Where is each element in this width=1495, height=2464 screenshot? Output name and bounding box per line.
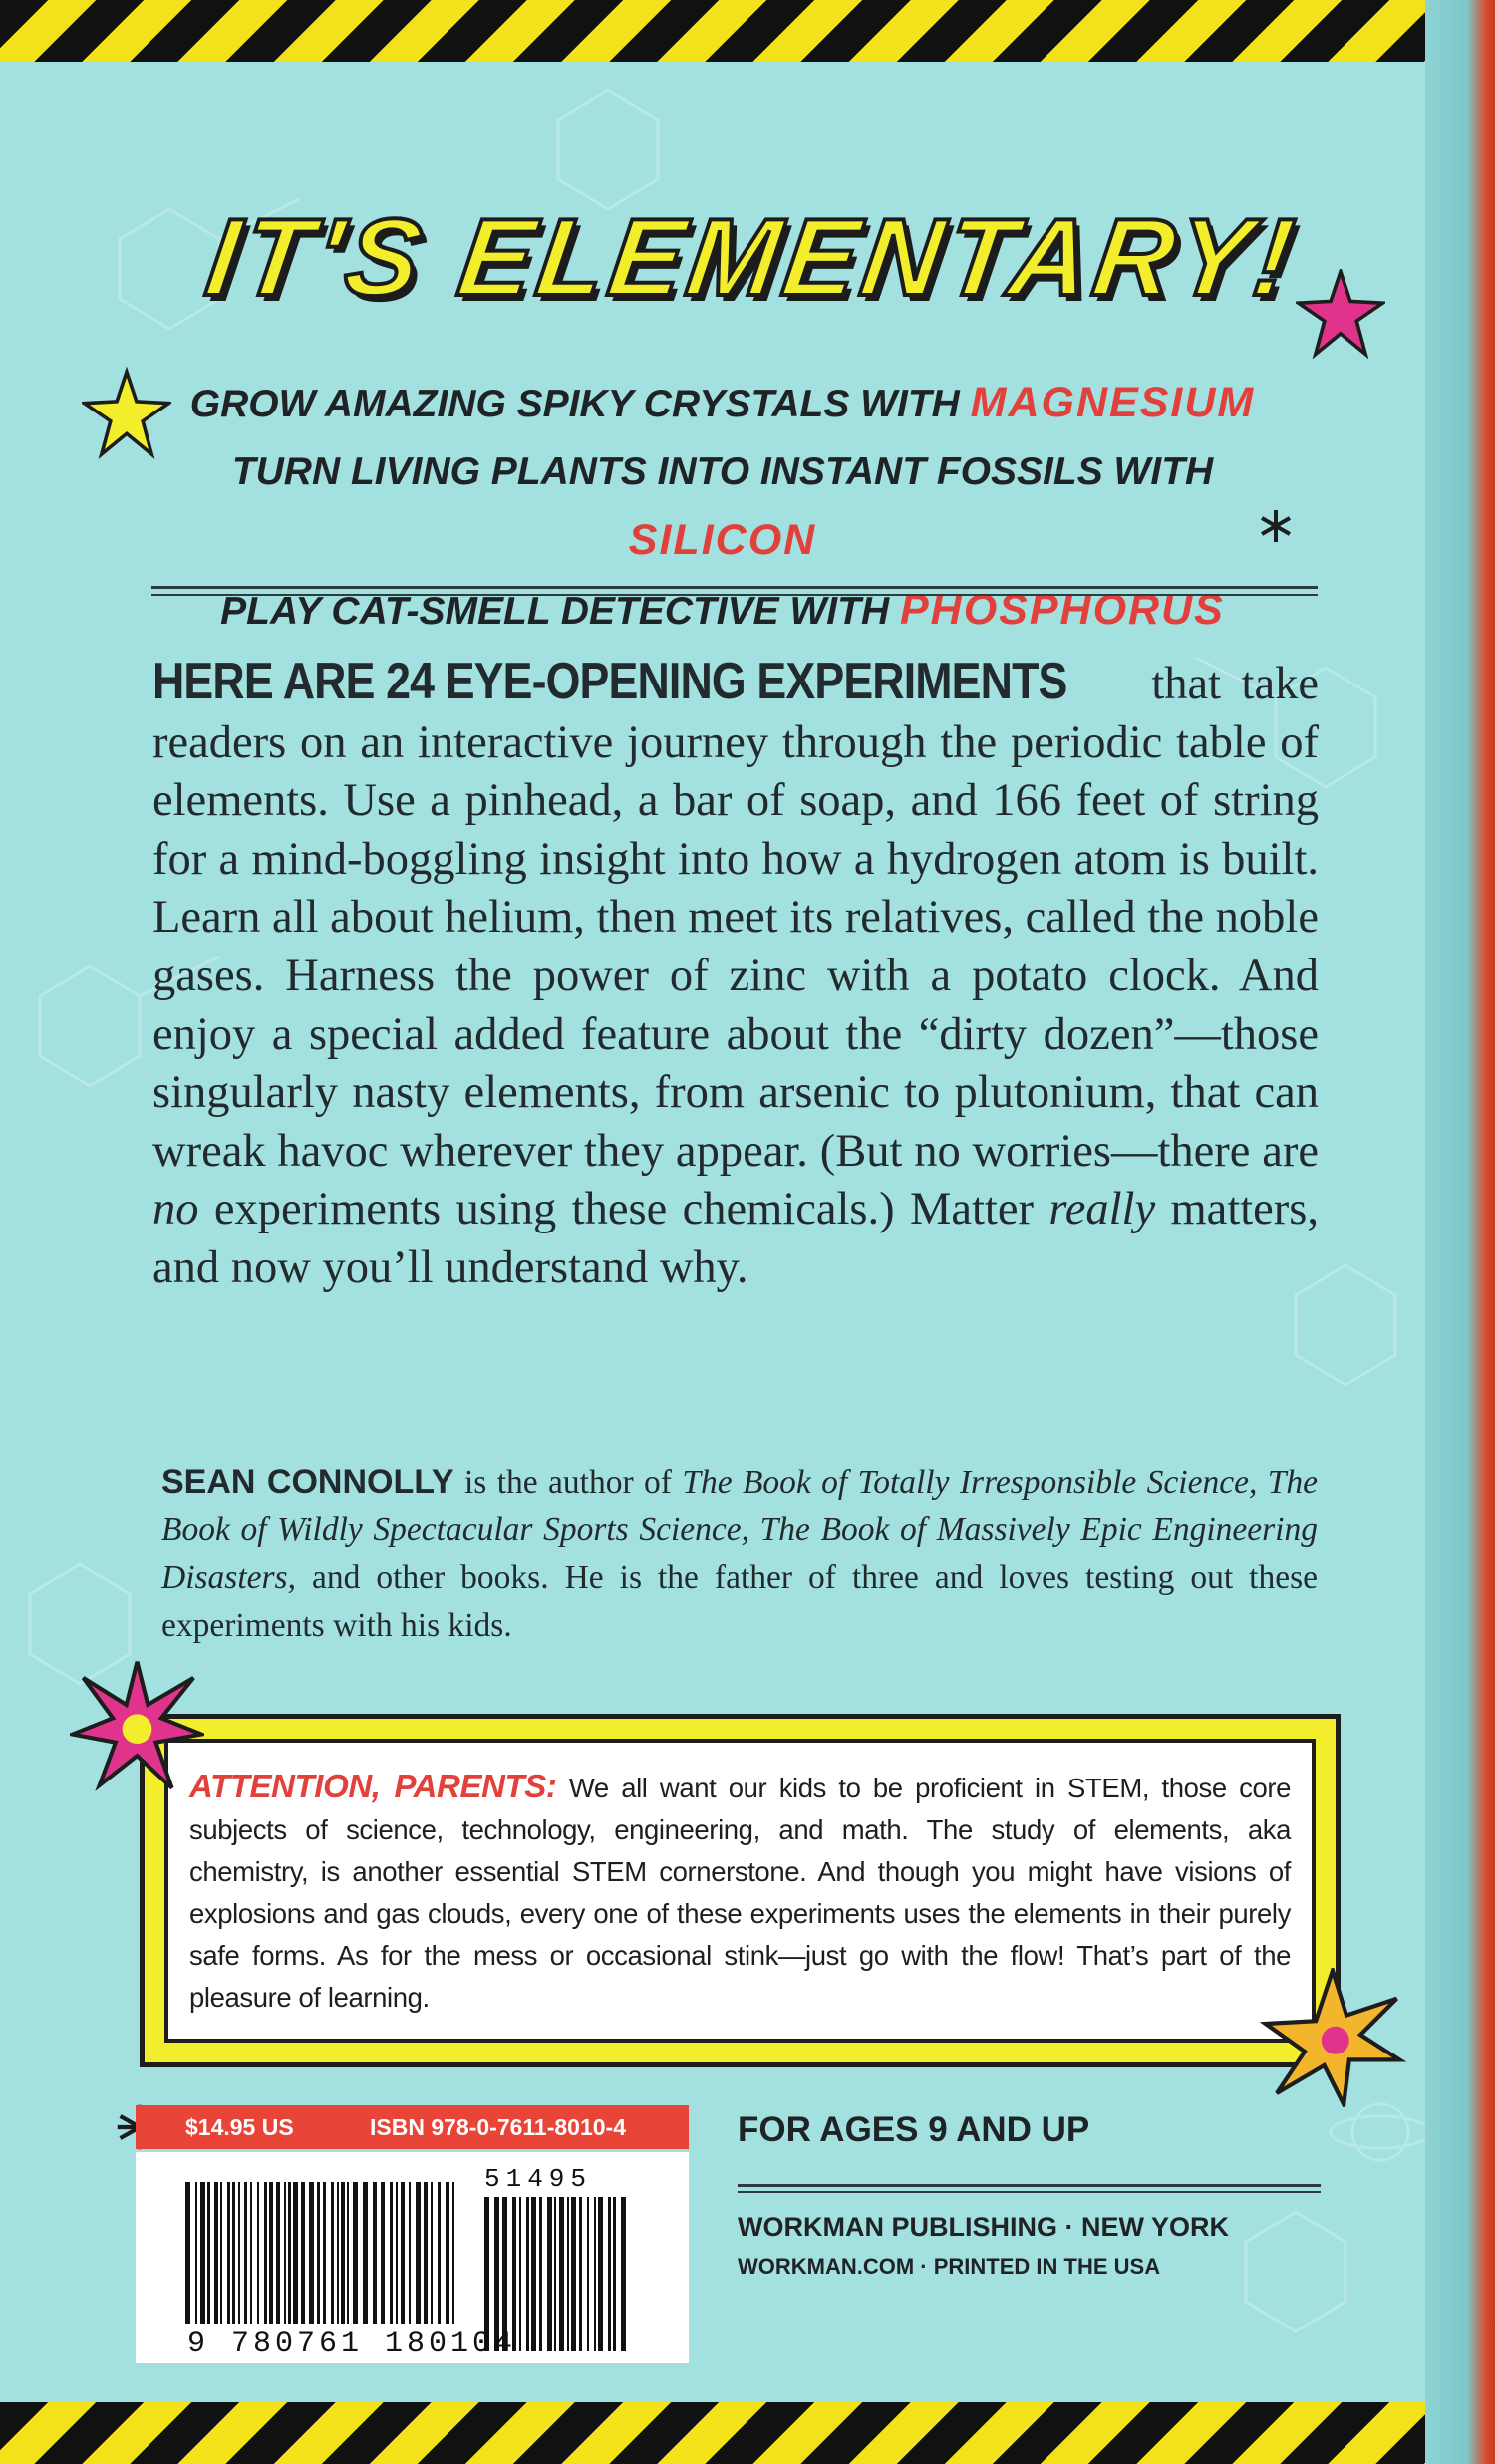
hazard-stripe-top — [0, 0, 1425, 62]
tagline: GROW AMAZING SPIKY CRYSTALS WITH MAGNESIUM — [189, 379, 1256, 426]
attention-text: ATTENTION, PARENTS: We all want our kids to be proficient in STEM, those core subjects of science, technology, engineering, and math. The study of elements, aka chemistry, is another essential STEM cornerstone. And though you might have visions of explosions and gas clouds, every one of these experiments uses the elements in their purely safe forms. As for the mess or occasional stink—just go with the flow! That’s part of the pleasure of learning. — [189, 1768, 1292, 2013]
description-lead: HERE ARE 24 EYE-OPENING EXPERIMENTS — [152, 653, 1067, 710]
divider-rule — [151, 586, 1318, 596]
pink-burst-icon — [70, 1659, 204, 1793]
price-isbn-bar — [136, 2105, 689, 2149]
taglines — [150, 369, 1296, 646]
age-range: FOR AGES 9 AND UP — [738, 2110, 1090, 2149]
pink-star-icon — [1296, 269, 1385, 359]
author-name: SEAN CONNOLLY — [161, 1463, 454, 1501]
website: WORKMAN.COM · PRINTED IN THE USA — [738, 2254, 1161, 2279]
element-name: MAGNESIUM — [970, 379, 1256, 426]
tagline: TURN LIVING PLANTS INTO INSTANT FOSSILS WITH SILICON — [231, 450, 1214, 564]
price: $14.95 US — [185, 2114, 294, 2140]
barcode — [136, 2152, 689, 2363]
book-description: HERE ARE 24 EYE-OPENING EXPERIMENTS that take readers on an interactive journey through the periodic table of elements. Use a pinhead, a bar of soap, and 166 feet of string for a mind-boggling insight into how a hydrogen atom is built. Learn all about helium, then meet its relatives, called the noble gases. Harness the power of zinc with a potato clock. And enjoy a special added feature about the “dirty dozen”—those singularly nasty elements, from arsenic to plutonium, that can wreak havoc wherever they appear. (But no worries—there are no experiments using these chemicals.) Matter really matters, and now you’ll understand why. — [152, 653, 1320, 1293]
author-bio: SEAN CONNOLLY is the author of The Book of Totally Irresponsible Science, The Book of Wildly Spectacular Sports Science, The Book of Massively Epic Engineering Disasters, and other books. He is the father of three and loves testing out these experiments with his kids. — [161, 1463, 1318, 1644]
element-name: PHOSPHORUS — [899, 586, 1225, 634]
headline: IT'S ELEMENTARY! — [199, 196, 1306, 319]
barcode-number: 9 780761 180104 — [187, 2327, 517, 2361]
barcode-addon-number: 51495 — [484, 2164, 593, 2194]
isbn: ISBN 978-0-7611-8010-4 — [370, 2114, 626, 2140]
element-name: SILICON — [628, 516, 817, 564]
hazard-stripe-bottom — [0, 2402, 1425, 2464]
attention-label: ATTENTION, PARENTS: — [189, 1768, 557, 1804]
yellow-burst-icon — [1258, 1968, 1407, 2107]
divider-rule — [738, 2184, 1321, 2193]
spine-edge — [1425, 0, 1495, 2464]
publisher: WORKMAN PUBLISHING · NEW YORK — [738, 2212, 1229, 2242]
tagline: PLAY CAT-SMELL DETECTIVE WITH PHOSPHORUS — [220, 586, 1225, 634]
